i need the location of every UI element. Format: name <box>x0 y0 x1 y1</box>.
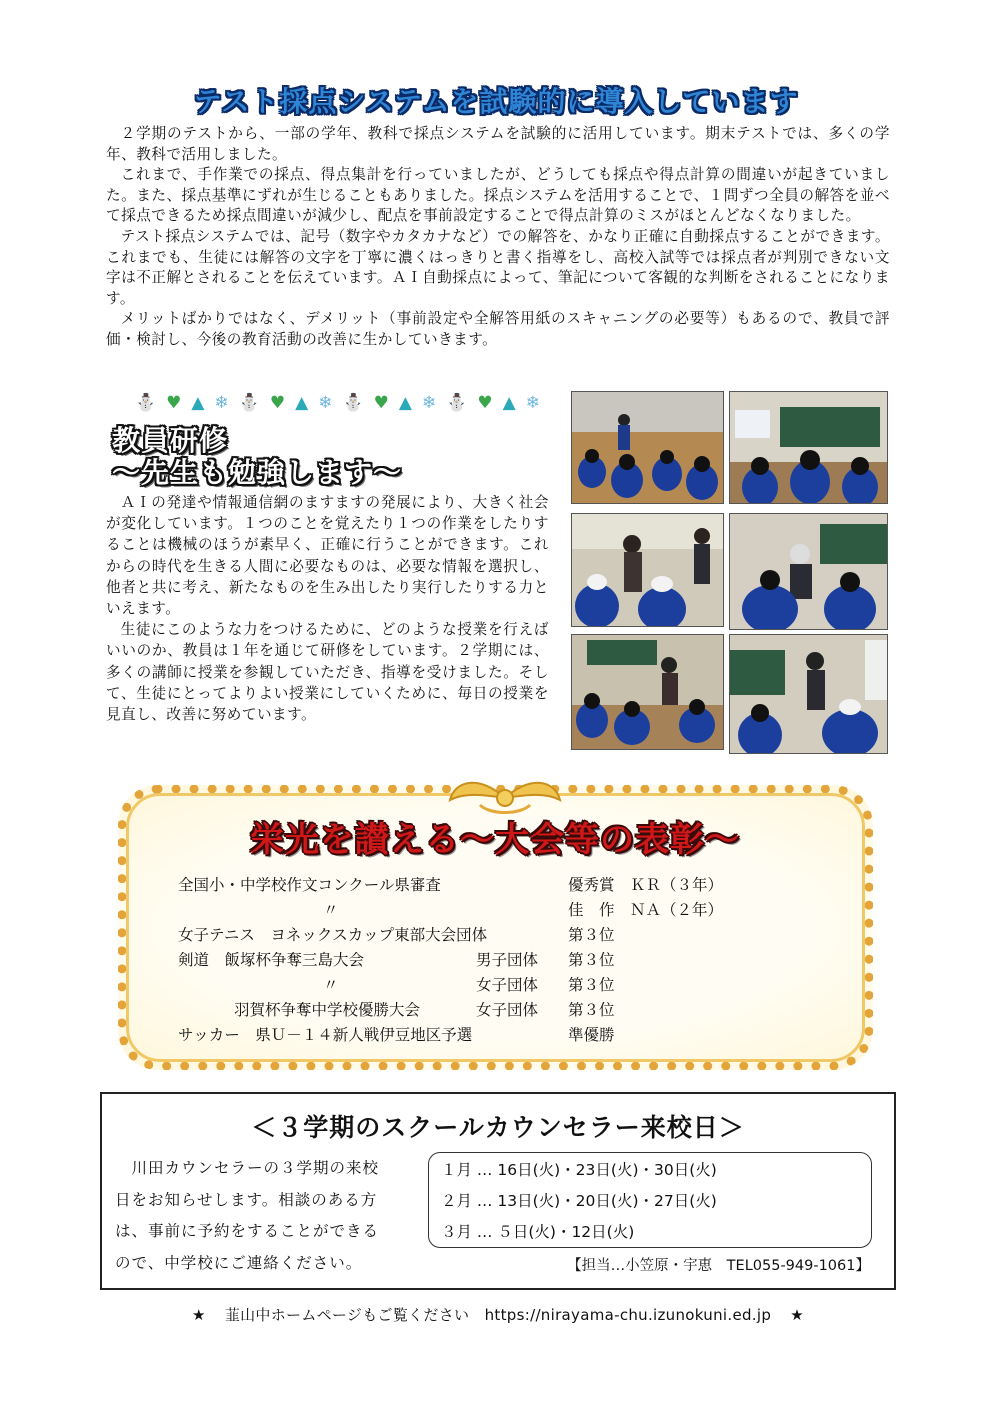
award-row <box>178 923 778 948</box>
hat-icon: ▲ <box>502 393 516 413</box>
snowman-icon: ⛄ <box>238 393 260 413</box>
photo-student-desk <box>729 513 888 630</box>
notice-line: 川田カウンセラーの３学期の来校 <box>115 1159 380 1177</box>
award-event: 羽賀杯争奪中学校優勝大会 <box>234 1001 421 1019</box>
schedule-row: ３月 … ５日(火)・12日(火) <box>441 1223 635 1241</box>
photo-teacher-observing <box>571 513 724 627</box>
award-result: 優秀賞 ＫＲ（３年） <box>568 876 724 894</box>
award-row <box>178 998 778 1023</box>
hat-icon: ▲ <box>191 393 205 413</box>
award-detail: 女子団体 <box>476 976 539 994</box>
paragraph: ２学期のテストから、一部の学年、教科で採点システムを試験的に活用しています。期末テストでは、多くの学年、教科で活用しました。 <box>106 125 890 163</box>
photo-classroom-laptops <box>571 634 724 750</box>
award-result: 第３位 <box>568 951 615 969</box>
award-event: 〃 <box>323 976 339 994</box>
photo-teacher-guiding <box>729 634 888 754</box>
award-detail: 女子団体 <box>476 1001 539 1019</box>
award-event: 剣道 飯塚杯争奪三島大会 <box>178 951 365 969</box>
award-result: 第３位 <box>568 1001 615 1019</box>
award-result: 佳 作 ＮＡ（２年） <box>568 901 724 919</box>
paragraph: テスト採点システムでは、記号（数字やカタカナなど）での解答を、かなり正確に自動採点することができます。これまでも、生徒には解答の文字を丁寧に濃くはっきりと書く指導をし、高校入試等では採点者が判別できない文字は不正解とされることを伝えています。ＡＩ自動採点によって、筆記について客観的な判断をされることになります。 <box>106 227 890 307</box>
paragraph: ＡＩの発達や情報通信網のますますの発展により、大きく社会が変化しています。１つのことを覚えたり１つの作業をしたりすることは機械のほうが素早く、正確に行うことができます。これからの時代を生きる人間に必要なものは、必要な情報を選択し、他者と共に考え、新たなものを生み出したり実行したりする力といえます。 <box>106 494 549 618</box>
snowflake-icon: ❄ <box>318 393 333 413</box>
award-row <box>178 898 778 923</box>
star-icon: ★ <box>192 1306 206 1324</box>
snowman-icon: ⛄ <box>446 393 468 413</box>
notice-line: は、事前に予約をすることができる <box>115 1222 380 1240</box>
photo-gym-class <box>571 391 724 504</box>
paragraph: メリットばかりではなく、デメリット（事前設定や全解答用紙のスキャニングの必要等）もあるので、教員で評価・検討し、今後の教育活動の改善に生かしていきます。 <box>106 310 890 348</box>
heart-icon: ♥ <box>269 393 286 413</box>
snowman-icon: ⛄ <box>342 393 364 413</box>
award-event: 全国小・中学校作文コンクール県審査 <box>178 876 441 894</box>
counselor-schedule <box>428 1152 872 1248</box>
snowflake-icon: ❄ <box>214 393 229 413</box>
counselor-title: ＜３学期のスクールカウンセラー来校日＞ <box>251 1113 745 1142</box>
hat-icon: ▲ <box>398 393 412 413</box>
award-event: サッカー 県Ｕ－１４新人戦伊豆地区予選 <box>178 1026 473 1044</box>
paragraph: これまで、手作業での採点、得点集計を行っていましたが、どうしても採点や得点計算の間違いが起きていました。また、採点基準にずれが生じることもありました。採点システムを活用することで、１問ずつ全員の解答を並べて採点できるため採点間違いが減少し、配点を事前設定することで得点計算のミスがほとんどなくなりました。 <box>106 166 890 225</box>
title-line: ～先生も勉強します～ <box>112 456 403 489</box>
snowflake-icon: ❄ <box>422 393 437 413</box>
award-row <box>178 973 778 998</box>
article-body-grading-system <box>106 124 890 351</box>
schedule-row: １月 … 16日(火)・23日(火)・30日(火) <box>441 1161 717 1179</box>
snowman-icon: ⛄ <box>135 393 157 413</box>
award-row <box>178 948 778 973</box>
awards-title: 栄光を讃える～大会等の表彰～ <box>250 820 740 860</box>
photo-classroom-board <box>729 391 888 504</box>
heart-icon: ♥ <box>477 393 493 413</box>
article-body-teacher-training <box>106 492 549 725</box>
footer <box>100 1304 896 1325</box>
homepage-link[interactable]: 韮山中ホームページもご覧ください https://nirayama-chu.izunokuni.ed.jp <box>224 1306 772 1324</box>
article-title-grading-system: テスト採点システムを試験的に導入しています <box>193 85 799 118</box>
snowflake-icon: ❄ <box>525 393 540 413</box>
award-result: 準優勝 <box>568 1026 615 1044</box>
article-title-teacher-training <box>112 425 562 489</box>
hat-icon: ▲ <box>295 393 309 413</box>
heart-icon: ♥ <box>373 393 389 413</box>
title-line: 教員研修 <box>112 424 229 457</box>
paragraph: 生徒にこのような力をつけるために、どのような授業を行えばいいのか、教員は１年を通じて研修をしています。２学期には、多くの講師に授業を参観していただき、指導を受けました。そして、生徒にとってよりよい授業にしていくために、毎日の授業を見直し、改善に努めています。 <box>106 621 549 724</box>
award-result: 第３位 <box>568 976 615 994</box>
notice-line: 日をお知らせします。相談のある方 <box>115 1190 378 1209</box>
award-detail: 男子団体 <box>476 951 539 969</box>
contact-info: 【担当…小笠原・宇恵 TEL055-949-1061】 <box>567 1258 870 1274</box>
counselor-notice <box>115 1153 415 1279</box>
award-row <box>178 1023 778 1048</box>
schedule-row: ２月 … 13日(火)・20日(火)・27日(火) <box>441 1192 717 1210</box>
notice-line: ので、中学校にご連絡ください。 <box>115 1253 363 1272</box>
heart-icon: ♥ <box>166 393 182 413</box>
award-result: 第３位 <box>568 926 615 944</box>
award-event: 〃 <box>323 901 339 919</box>
awards-list <box>178 873 778 1048</box>
award-event: 女子テニス ヨネックスカップ東部大会団体 <box>178 926 488 944</box>
award-row <box>178 873 778 898</box>
winter-decoration-row <box>135 390 540 416</box>
star-icon: ★ <box>790 1306 804 1324</box>
